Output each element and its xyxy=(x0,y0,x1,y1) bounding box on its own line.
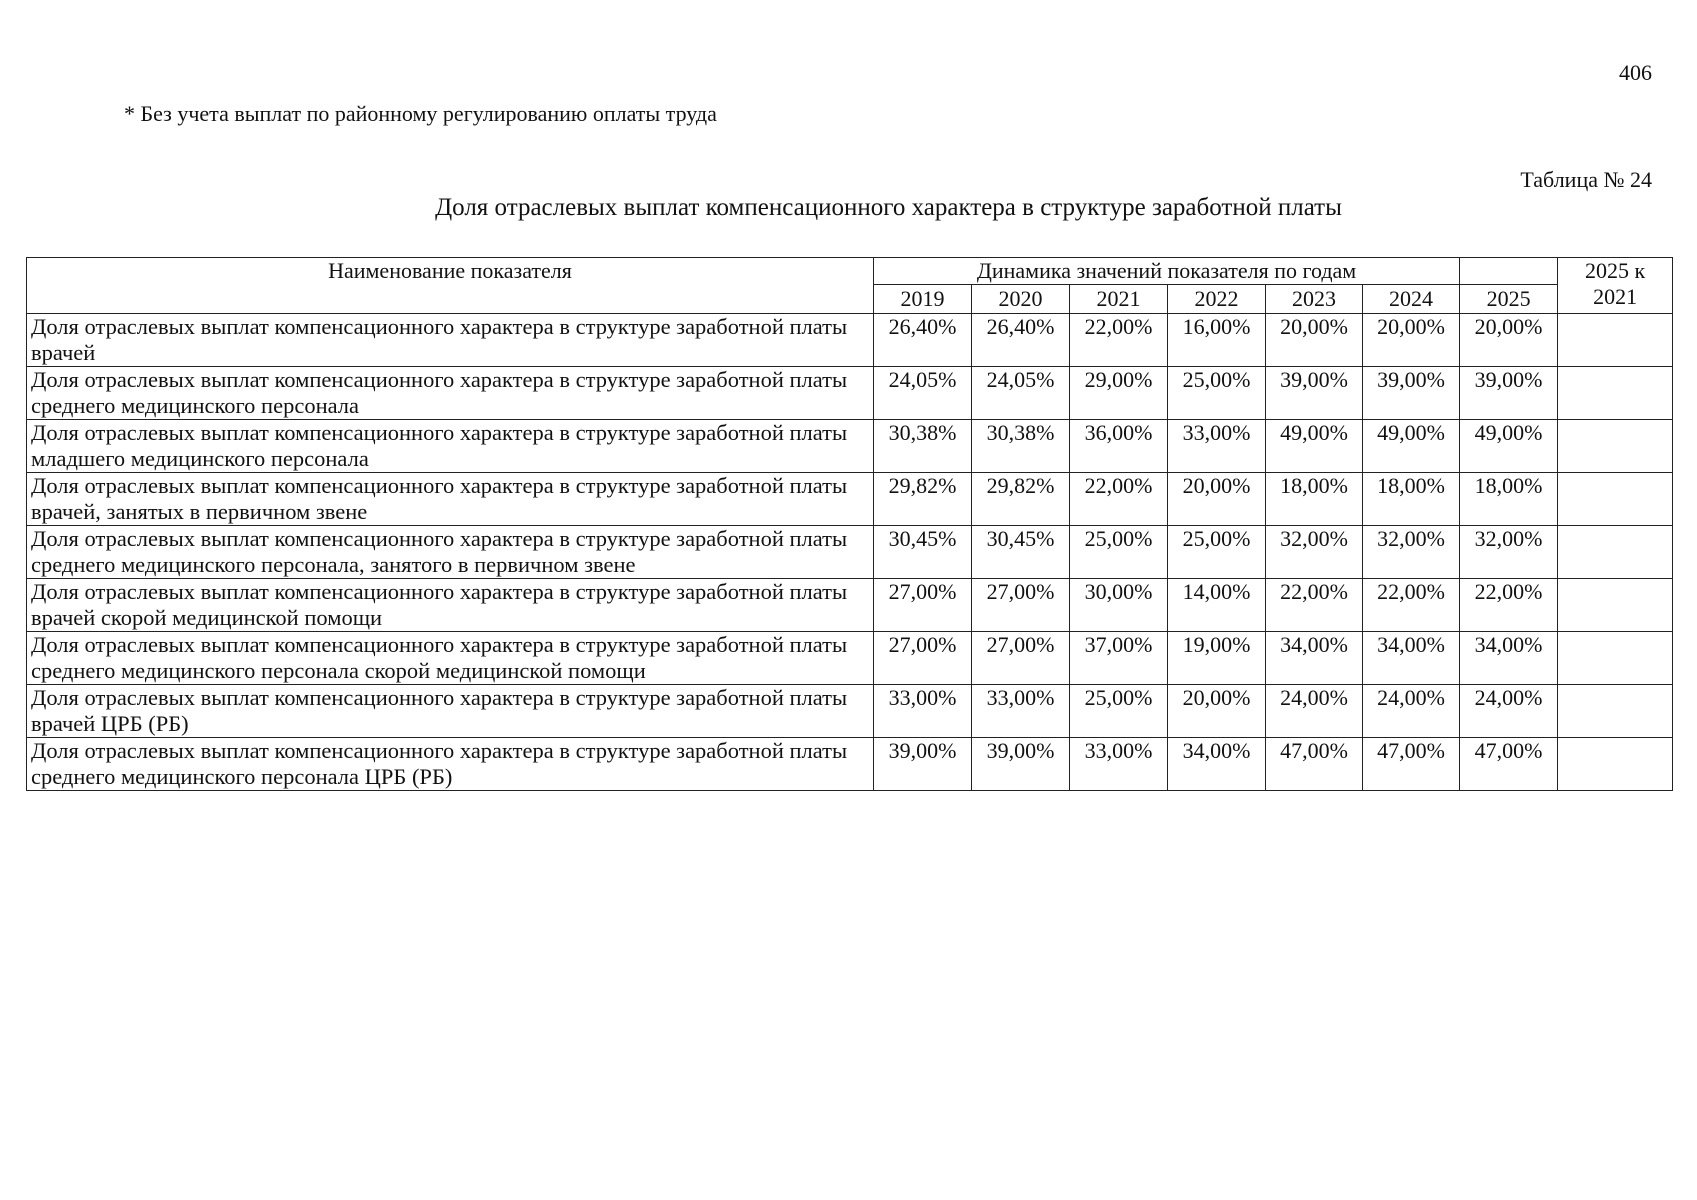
table-row xyxy=(27,367,1673,420)
table-row xyxy=(27,314,1673,367)
header-change-line1: 2025 к xyxy=(1584,258,1646,283)
value-cell: 25,00% xyxy=(1070,526,1168,579)
change-cell xyxy=(1558,367,1673,420)
value-cell: 49,00% xyxy=(1363,420,1460,473)
header-year: 2025 xyxy=(1460,285,1558,314)
indicator-name-cell: Доля отраслевых выплат компенсационного характера в структуре заработной платы младшего медицинского персонала xyxy=(27,420,874,473)
table-number: Таблица № 24 xyxy=(1520,167,1652,192)
value-cell: 24,00% xyxy=(1460,685,1558,738)
header-year: 2024 xyxy=(1363,285,1460,314)
page-number: 406 xyxy=(1619,60,1652,85)
indicator-name-cell: Доля отраслевых выплат компенсационного характера в структуре заработной платы врачей скорой медицинской помощи xyxy=(27,579,874,632)
value-cell: 32,00% xyxy=(1460,526,1558,579)
value-cell: 33,00% xyxy=(1070,738,1168,791)
table-row xyxy=(27,738,1673,791)
change-cell xyxy=(1558,420,1673,473)
header-change xyxy=(1558,258,1673,314)
value-cell: 37,00% xyxy=(1070,632,1168,685)
value-cell: 39,00% xyxy=(972,738,1070,791)
indicator-name-cell: Доля отраслевых выплат компенсационного характера в структуре заработной платы врачей ЦРБ (РБ) xyxy=(27,685,874,738)
indicator-name-cell: Доля отраслевых выплат компенсационного характера в структуре заработной платы врачей xyxy=(27,314,874,367)
value-cell: 19,00% xyxy=(1168,632,1266,685)
value-cell: 27,00% xyxy=(874,632,972,685)
value-cell: 33,00% xyxy=(1168,420,1266,473)
value-cell: 25,00% xyxy=(1168,526,1266,579)
value-cell: 27,00% xyxy=(874,579,972,632)
value-cell: 18,00% xyxy=(1460,473,1558,526)
indicator-name-cell: Доля отраслевых выплат компенсационного характера в структуре заработной платы врачей, занятых в первичном звене xyxy=(27,473,874,526)
value-cell: 26,40% xyxy=(874,314,972,367)
value-cell: 22,00% xyxy=(1460,579,1558,632)
value-cell: 18,00% xyxy=(1266,473,1363,526)
footnote: * Без учета выплат по районному регулированию оплаты труда xyxy=(124,101,717,126)
header-dynamics: Динамика значений показателя по годам xyxy=(874,258,1460,285)
value-cell: 39,00% xyxy=(1460,367,1558,420)
value-cell: 20,00% xyxy=(1266,314,1363,367)
value-cell: 32,00% xyxy=(1363,526,1460,579)
change-cell xyxy=(1558,579,1673,632)
value-cell: 30,45% xyxy=(874,526,972,579)
indicators-table xyxy=(26,257,1673,791)
indicator-name-cell: Доля отраслевых выплат компенсационного характера в структуре заработной платы среднего медицинского персонала ЦРБ (РБ) xyxy=(27,738,874,791)
value-cell: 24,05% xyxy=(874,367,972,420)
value-cell: 20,00% xyxy=(1460,314,1558,367)
value-cell: 33,00% xyxy=(972,685,1070,738)
header-year: 2019 xyxy=(874,285,972,314)
value-cell: 30,38% xyxy=(874,420,972,473)
value-cell: 47,00% xyxy=(1363,738,1460,791)
value-cell: 36,00% xyxy=(1070,420,1168,473)
value-cell: 33,00% xyxy=(874,685,972,738)
value-cell: 39,00% xyxy=(1266,367,1363,420)
indicator-name-cell: Доля отраслевых выплат компенсационного характера в структуре заработной платы среднего медицинского персонала, занятого в первичном звене xyxy=(27,526,874,579)
value-cell: 34,00% xyxy=(1460,632,1558,685)
value-cell: 30,45% xyxy=(972,526,1070,579)
value-cell: 27,00% xyxy=(972,632,1070,685)
table-row xyxy=(27,579,1673,632)
table-row xyxy=(27,420,1673,473)
value-cell: 22,00% xyxy=(1266,579,1363,632)
value-cell: 22,00% xyxy=(1070,473,1168,526)
value-cell: 39,00% xyxy=(874,738,972,791)
value-cell: 34,00% xyxy=(1168,738,1266,791)
value-cell: 20,00% xyxy=(1168,685,1266,738)
value-cell: 29,82% xyxy=(874,473,972,526)
change-cell xyxy=(1558,738,1673,791)
change-cell xyxy=(1558,685,1673,738)
value-cell: 24,05% xyxy=(972,367,1070,420)
value-cell: 16,00% xyxy=(1168,314,1266,367)
value-cell: 14,00% xyxy=(1168,579,1266,632)
value-cell: 30,00% xyxy=(1070,579,1168,632)
value-cell: 18,00% xyxy=(1363,473,1460,526)
change-cell xyxy=(1558,314,1673,367)
value-cell: 47,00% xyxy=(1266,738,1363,791)
value-cell: 34,00% xyxy=(1363,632,1460,685)
value-cell: 39,00% xyxy=(1363,367,1460,420)
value-cell: 22,00% xyxy=(1070,314,1168,367)
change-cell xyxy=(1558,526,1673,579)
table-row xyxy=(27,685,1673,738)
value-cell: 27,00% xyxy=(972,579,1070,632)
table-row xyxy=(27,473,1673,526)
value-cell: 25,00% xyxy=(1070,685,1168,738)
table-body xyxy=(27,314,1673,791)
table-title: Доля отраслевых выплат компенсационного характера в структуре заработной платы xyxy=(435,194,1342,221)
value-cell: 26,40% xyxy=(972,314,1070,367)
value-cell: 20,00% xyxy=(1168,473,1266,526)
value-cell: 34,00% xyxy=(1266,632,1363,685)
change-cell xyxy=(1558,632,1673,685)
value-cell: 25,00% xyxy=(1168,367,1266,420)
value-cell: 49,00% xyxy=(1266,420,1363,473)
value-cell: 24,00% xyxy=(1266,685,1363,738)
header-year: 2023 xyxy=(1266,285,1363,314)
change-cell xyxy=(1558,473,1673,526)
value-cell: 20,00% xyxy=(1363,314,1460,367)
value-cell: 22,00% xyxy=(1363,579,1460,632)
header-empty-cell xyxy=(1460,258,1558,285)
indicator-name-cell: Доля отраслевых выплат компенсационного характера в структуре заработной платы среднего медицинского персонала xyxy=(27,367,874,420)
value-cell: 47,00% xyxy=(1460,738,1558,791)
header-year: 2021 xyxy=(1070,285,1168,314)
value-cell: 29,00% xyxy=(1070,367,1168,420)
value-cell: 29,82% xyxy=(972,473,1070,526)
header-change-line2: 2021 xyxy=(1593,284,1638,309)
indicator-name-cell: Доля отраслевых выплат компенсационного характера в структуре заработной платы среднего медицинского персонала скорой медицинской помощи xyxy=(27,632,874,685)
table-row xyxy=(27,632,1673,685)
value-cell: 32,00% xyxy=(1266,526,1363,579)
value-cell: 24,00% xyxy=(1363,685,1460,738)
header-year: 2020 xyxy=(972,285,1070,314)
header-year: 2022 xyxy=(1168,285,1266,314)
value-cell: 30,38% xyxy=(972,420,1070,473)
header-indicator-name: Наименование показателя xyxy=(27,258,874,314)
table-row xyxy=(27,526,1673,579)
value-cell: 49,00% xyxy=(1460,420,1558,473)
